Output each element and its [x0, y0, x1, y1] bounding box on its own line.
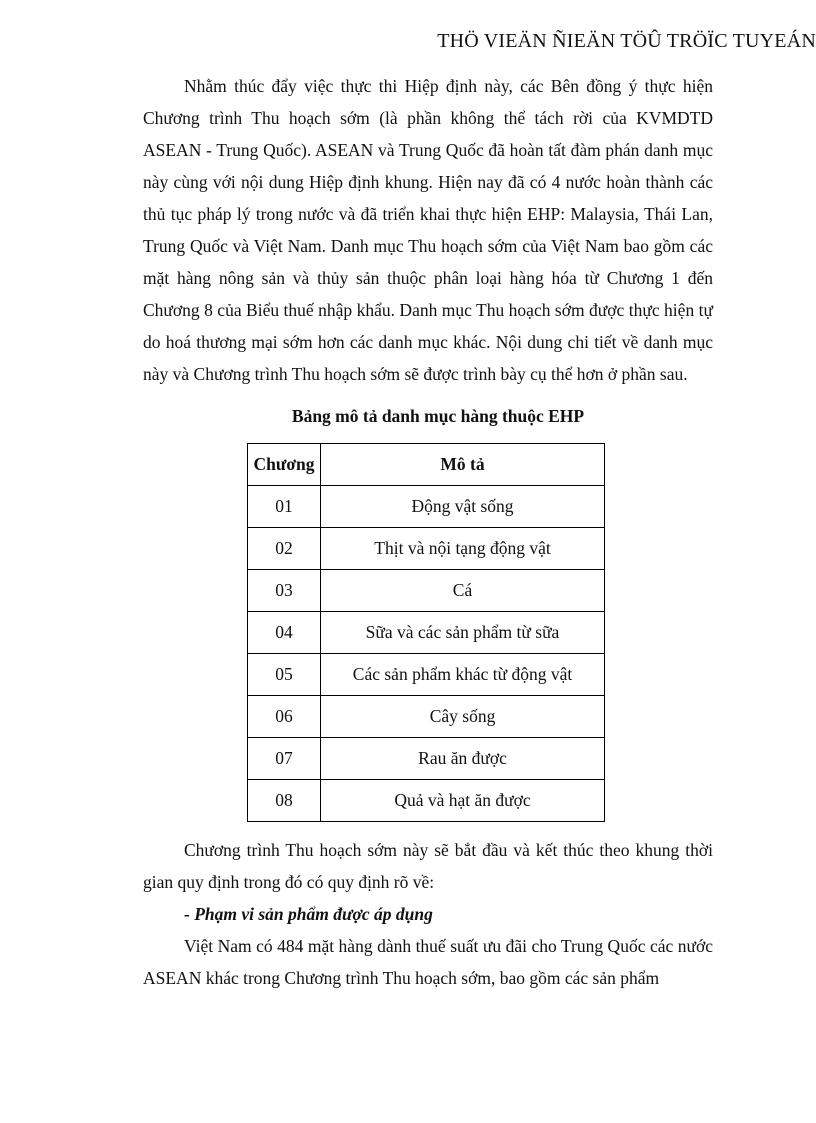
cell-mota: Các sản phẩm khác từ động vật: [321, 654, 605, 696]
cell-mota: Cá: [321, 570, 605, 612]
table-row: [248, 738, 605, 780]
table-row: [248, 654, 605, 696]
paragraph-products: Việt Nam có 484 mặt hàng dành thuế suất ưu đãi cho Trung Quốc các nước ASEAN khác trong Chương trình Thu hoạch sớm, bao gồm các sản phẩm: [143, 936, 713, 988]
cell-chuong: 01: [248, 486, 321, 528]
cell-chuong: 07: [248, 738, 321, 780]
page-header: THÖ VIEÄN ÑIEÄN TÖÛ TRÖÏC TUYEÁN: [437, 30, 816, 52]
cell-chuong: 08: [248, 780, 321, 822]
table-header-row: [248, 444, 605, 486]
header-mota: Mô tả: [321, 444, 605, 486]
cell-chuong: 04: [248, 612, 321, 654]
cell-chuong: 05: [248, 654, 321, 696]
table-row: [248, 570, 605, 612]
table-title: Bảng mô tả danh mục hàng thuộc EHP: [291, 406, 585, 426]
section-subheading: - Phạm vi sản phẩm được áp dụng: [184, 904, 433, 924]
cell-chuong: 03: [248, 570, 321, 612]
cell-mota: Quả và hạt ăn được: [321, 780, 605, 822]
table-row: [248, 780, 605, 822]
paragraph-timeframe: Chương trình Thu hoạch sớm này sẽ bắt đầu và kết thúc theo khung thời gian quy định trong đó có quy định rõ về:: [143, 840, 713, 892]
paragraph-ehp-intro: Nhằm thúc đẩy việc thực thi Hiệp định này, các Bên đồng ý thực hiện Chương trình Thu hoạch sớm (là phần không thể tách rời của KVMDTD ASEAN - Trung Quốc). ASEAN và Trung Quốc đã hoàn tất đàm phán danh mục này cùng với nội dung Hiệp định khung. Hiện nay đã có 4 nước hoàn thành các thủ tục pháp lý trong nước và đã triển khai thực hiện EHP: Malaysia, Thái Lan, Trung Quốc và Việt Nam. Danh mục Thu hoạch sớm của Việt Nam bao gồm các mặt hàng nông sản và thủy sản thuộc phân loại hàng hóa từ Chương 1 đến Chương 8 của Biểu thuế nhập khẩu. Danh mục Thu hoạch sớm được thực hiện tự do hoá thương mại sớm hơn các danh mục khác. Nội dung chi tiết về danh mục này và Chương trình Thu hoạch sớm sẽ được trình bày cụ thể hơn ở phần sau.: [143, 76, 713, 384]
table-row: [248, 612, 605, 654]
cell-mota: Động vật sống: [321, 486, 605, 528]
table-row: [248, 486, 605, 528]
cell-chuong: 02: [248, 528, 321, 570]
document-body: [143, 70, 713, 994]
header-chuong: Chương: [248, 444, 321, 486]
table-row: [248, 528, 605, 570]
ehp-table: [247, 443, 605, 822]
cell-chuong: 06: [248, 696, 321, 738]
cell-mota: Rau ăn được: [321, 738, 605, 780]
cell-mota: Sữa và các sản phẩm từ sữa: [321, 612, 605, 654]
table-row: [248, 696, 605, 738]
cell-mota: Thịt và nội tạng động vật: [321, 528, 605, 570]
cell-mota: Cây sống: [321, 696, 605, 738]
